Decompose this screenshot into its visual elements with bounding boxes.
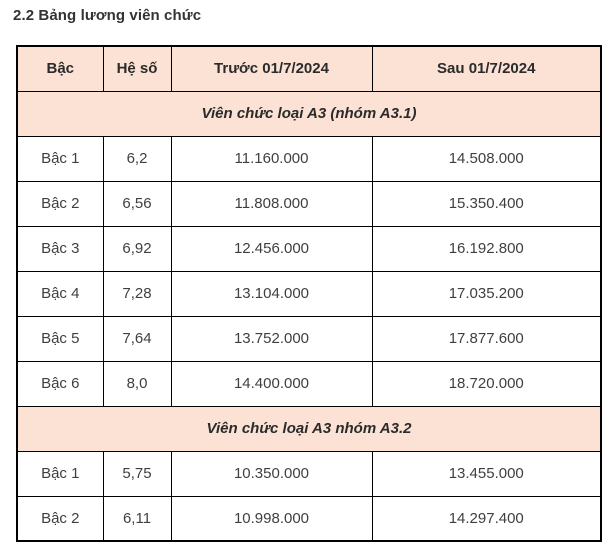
cell-truoc: 10.350.000 <box>171 451 372 496</box>
cell-truoc: 11.808.000 <box>171 181 372 226</box>
cell-bac: Bậc 1 <box>17 136 103 181</box>
table-row <box>17 361 601 406</box>
cell-bac: Bậc 2 <box>17 181 103 226</box>
cell-bac: Bậc 3 <box>17 226 103 271</box>
cell-bac: Bậc 5 <box>17 316 103 361</box>
cell-he_so: 6,56 <box>103 181 171 226</box>
table-header-row <box>17 46 601 91</box>
cell-he_so: 5,75 <box>103 451 171 496</box>
table-row <box>17 496 601 541</box>
cell-bac: Bậc 6 <box>17 361 103 406</box>
cell-truoc: 13.752.000 <box>171 316 372 361</box>
table-row <box>17 451 601 496</box>
table-row <box>17 316 601 361</box>
cell-truoc: 13.104.000 <box>171 271 372 316</box>
column-header: Sau 01/7/2024 <box>372 46 601 91</box>
section-header-row <box>17 91 601 136</box>
table-row <box>17 226 601 271</box>
table-row <box>17 136 601 181</box>
cell-sau: 14.508.000 <box>372 136 601 181</box>
table-row <box>17 181 601 226</box>
cell-he_so: 6,11 <box>103 496 171 541</box>
salary-table <box>16 45 602 542</box>
column-header: Bậc <box>17 46 103 91</box>
cell-sau: 18.720.000 <box>372 361 601 406</box>
table-row <box>17 271 601 316</box>
cell-bac: Bậc 4 <box>17 271 103 316</box>
column-header: Hệ số <box>103 46 171 91</box>
cell-he_so: 7,28 <box>103 271 171 316</box>
cell-he_so: 8,0 <box>103 361 171 406</box>
cell-bac: Bậc 1 <box>17 451 103 496</box>
table-body <box>17 91 601 541</box>
cell-truoc: 10.998.000 <box>171 496 372 541</box>
cell-sau: 16.192.800 <box>372 226 601 271</box>
cell-sau: 14.297.400 <box>372 496 601 541</box>
cell-sau: 15.350.400 <box>372 181 601 226</box>
cell-truoc: 14.400.000 <box>171 361 372 406</box>
cell-sau: 17.877.600 <box>372 316 601 361</box>
section-header-label: Viên chức loại A3 nhóm A3.2 <box>17 406 601 451</box>
cell-sau: 17.035.200 <box>372 271 601 316</box>
cell-sau: 13.455.000 <box>372 451 601 496</box>
column-header: Trước 01/7/2024 <box>171 46 372 91</box>
cell-he_so: 6,92 <box>103 226 171 271</box>
cell-truoc: 12.456.000 <box>171 226 372 271</box>
section-header-label: Viên chức loại A3 (nhóm A3.1) <box>17 91 601 136</box>
page-title: 2.2 Bảng lương viên chức <box>13 7 202 24</box>
cell-bac: Bậc 2 <box>17 496 103 541</box>
cell-he_so: 6,2 <box>103 136 171 181</box>
section-header-row <box>17 406 601 451</box>
cell-truoc: 11.160.000 <box>171 136 372 181</box>
cell-he_so: 7,64 <box>103 316 171 361</box>
